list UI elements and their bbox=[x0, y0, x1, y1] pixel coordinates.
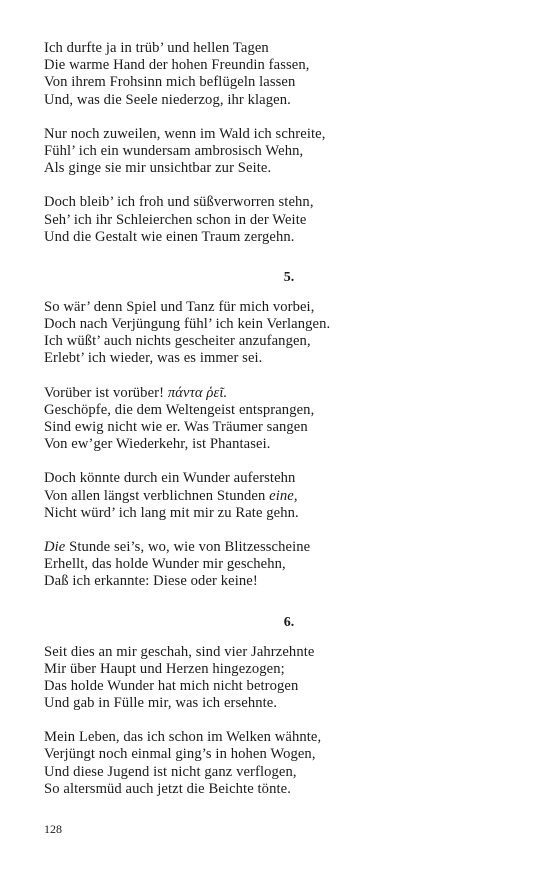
verse-line: Mein Leben, das ich schon im Welken wähnte, bbox=[44, 729, 322, 746]
poem-section-6 bbox=[44, 614, 514, 799]
verse-line: Doch könnte durch ein Wunder auferstehn bbox=[44, 470, 296, 487]
verse-line: Ich wüßt’ auch nichts gescheiter anzufangen, bbox=[44, 333, 311, 350]
poem-page bbox=[44, 40, 514, 815]
emphasis: Die bbox=[44, 538, 66, 555]
verse-line: Von ihrem Frohsinn mich beflügeln lassen bbox=[44, 74, 296, 91]
verse-line bbox=[44, 385, 514, 402]
verse-line: Seh’ ich ihr Schleierchen schon in der Weite bbox=[44, 211, 307, 228]
verse-line: Erlebt’ ich wieder, was es immer sei. bbox=[44, 350, 263, 367]
stanza bbox=[44, 729, 514, 798]
verse-line: Doch nach Verjüngung fühl’ ich kein Verlangen. bbox=[44, 316, 331, 333]
verse-line: Seit dies an mir geschah, sind vier Jahrzehnte bbox=[44, 643, 315, 660]
stanza bbox=[44, 126, 514, 178]
stanza bbox=[44, 470, 514, 522]
stanza bbox=[44, 194, 514, 246]
verse-line: Daß ich erkannte: Diese oder keine! bbox=[44, 573, 258, 590]
verse-line: Und gab in Fülle mir, was ich ersehnte. bbox=[44, 695, 278, 712]
verse-line: Erhellt, das holde Wunder mir geschehn, bbox=[44, 556, 286, 573]
page-number: 128 bbox=[44, 822, 62, 836]
verse-line: Und diese Jugend ist nicht ganz verflogen, bbox=[44, 763, 297, 780]
verse-text: Stunde sei’s, wo, wie von Blitzesscheine bbox=[65, 538, 311, 555]
verse-line bbox=[44, 539, 514, 556]
verse-line: Nur noch zuweilen, wenn im Wald ich schreite, bbox=[44, 125, 326, 142]
verse-line: Ich durfte ja in trüb’ und hellen Tagen bbox=[44, 40, 269, 56]
stanza bbox=[44, 299, 514, 368]
section-number: 6. bbox=[283, 614, 295, 630]
stanza bbox=[44, 40, 514, 109]
verse-line: Und die Gestalt wie einen Traum zergehn. bbox=[44, 228, 295, 245]
verse-line: Sind ewig nicht wie er. Was Träumer sangen bbox=[44, 419, 308, 435]
verse-line: Von ew’ger Wiederkehr, ist Phantasei. bbox=[44, 436, 271, 453]
verse-line: So altersmüd auch jetzt die Beichte tönte. bbox=[44, 780, 291, 797]
verse-line: Nicht würd’ ich lang mit mir zu Rate gehn. bbox=[44, 504, 299, 521]
verse-text: Von allen längst verblichnen Stunden bbox=[44, 487, 270, 504]
verse-line bbox=[44, 488, 514, 505]
verse-line: Und, was die Seele niederzog, ihr klagen. bbox=[44, 91, 291, 108]
verse-line: Das holde Wunder hat mich nicht betrogen bbox=[44, 677, 299, 694]
verse-line: Als ginge sie mir unsichtbar zur Seite. bbox=[44, 160, 272, 177]
poem-section-continued bbox=[44, 40, 514, 246]
verse-line: Verjüngt noch einmal ging’s in hohen Wogen, bbox=[44, 746, 316, 763]
stanza bbox=[44, 385, 514, 454]
section-number: 5. bbox=[283, 269, 295, 285]
greek-phrase: πάντα ῥεῖ. bbox=[167, 384, 228, 401]
verse-line: So wär’ denn Spiel und Tanz für mich vorbei, bbox=[44, 298, 315, 315]
verse-line: Doch bleib’ ich froh und süßverworren stehn, bbox=[44, 194, 314, 211]
verse-line: Die warme Hand der hohen Freundin fassen, bbox=[44, 57, 310, 74]
poem-section-5 bbox=[44, 269, 514, 591]
stanza bbox=[44, 644, 514, 713]
stanza bbox=[44, 539, 514, 591]
emphasis: eine, bbox=[269, 487, 298, 504]
verse-line: Geschöpfe, die dem Weltengeist entsprangen, bbox=[44, 401, 315, 418]
verse-line: Mir über Haupt und Herzen hingezogen; bbox=[44, 660, 285, 677]
verse-text: Vorüber ist vorüber! bbox=[44, 384, 168, 401]
verse-line: Fühl’ ich ein wundersam ambrosisch Wehn, bbox=[44, 142, 304, 159]
